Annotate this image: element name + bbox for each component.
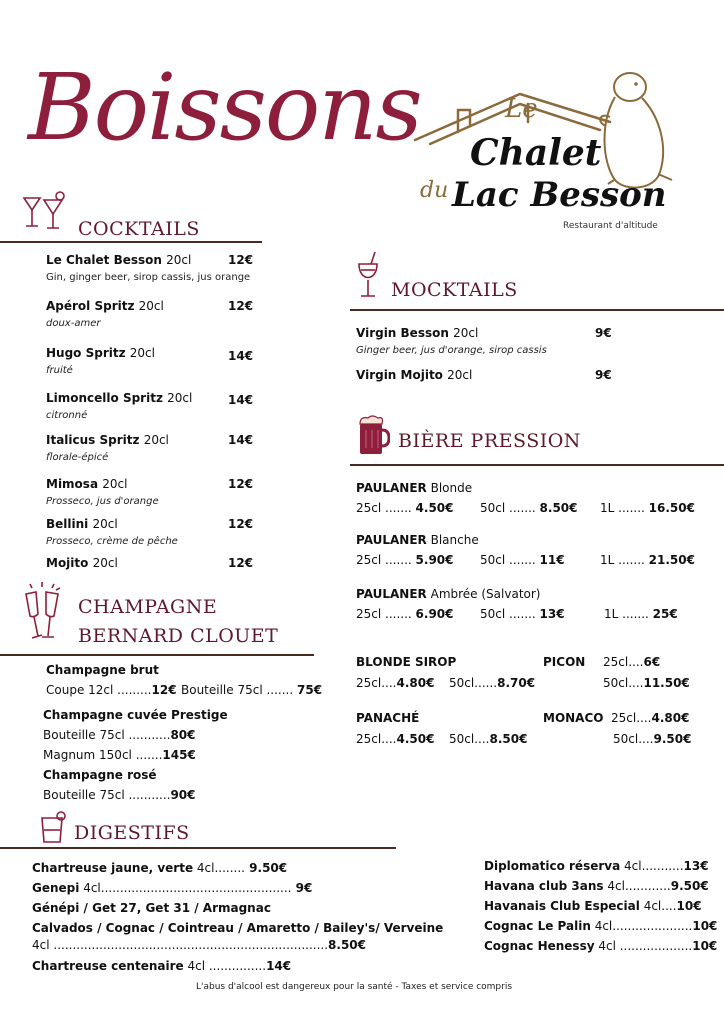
- mocktail-price: 9€: [595, 326, 612, 340]
- champagne-rose-bouteille: Bouteille 75cl ...........90€: [43, 788, 196, 802]
- beer-50cl: 50cl ....... 8.50€: [480, 501, 578, 515]
- logo-du: du: [420, 178, 449, 203]
- champagne-title-2: BERNARD CLOUET: [78, 625, 279, 647]
- panache-25cl: 25cl....4.50€: [356, 732, 435, 746]
- digestif-item: Chartreuse jaune, verte 4cl........ 9.50€: [32, 861, 288, 875]
- mocktail-price: 9€: [595, 368, 612, 382]
- digestif-glass-icon: [38, 810, 68, 846]
- cocktail-name: Apérol Spritz 20cl: [46, 299, 164, 313]
- digestif-item: Chartreuse centenaire 4cl ...............14€: [32, 959, 292, 973]
- digestif-item: Génépi / Get 27, Get 31 / Armagnac: [32, 901, 271, 915]
- blonde-sirop-25cl: 25cl....4.80€: [356, 676, 435, 690]
- cocktail-name: Limoncello Spritz 20cl: [46, 391, 193, 405]
- logo-tagline: Restaurant d'altitude: [563, 221, 658, 231]
- digestif-item: Calvados / Cognac / Cointreau / Amaretto / Bailey's/ Verveine: [32, 921, 444, 935]
- cocktail-desc: Prosseco, crème de pêche: [46, 536, 178, 547]
- cocktail-name: Le Chalet Besson 20cl: [46, 253, 192, 267]
- picon-name: PICON: [543, 655, 586, 669]
- logo-le: Le: [505, 94, 538, 124]
- beer-25cl: 25cl ....... 6.90€: [356, 607, 454, 621]
- beer-25cl: 25cl ....... 4.50€: [356, 501, 454, 515]
- digestifs-title: DIGESTIFS: [74, 822, 190, 844]
- champagne-rose: Champagne rosé: [43, 768, 157, 782]
- mocktail-glass-icon: [355, 250, 381, 302]
- champagne-brut-coupe: Coupe 12cl .........12€: [46, 683, 177, 697]
- beer-1l: 1L ....... 21.50€: [600, 553, 695, 567]
- champagne-prestige-magnum: Magnum 150cl .......145€: [43, 748, 196, 762]
- cocktail-desc: Prosseco, jus d'orange: [46, 496, 159, 507]
- cocktail-name: Hugo Spritz 20cl: [46, 346, 155, 360]
- digestif-item: Cognac Henessy 4cl ...................10€: [484, 939, 718, 953]
- champagne-brut-bouteille: Bouteille 75cl ....... 75€: [181, 683, 323, 697]
- mocktail-name: Virgin Besson 20cl: [356, 326, 479, 340]
- beer-25cl: 25cl ....... 5.90€: [356, 553, 454, 567]
- digestif-item: Cognac Le Palin 4cl.....................10€: [484, 919, 718, 933]
- cocktail-glasses-icon: [20, 190, 70, 236]
- beer-50cl: 50cl ....... 13€: [480, 607, 565, 621]
- cocktail-desc: florale-épicé: [46, 452, 109, 463]
- beer-mug-icon: [356, 414, 390, 458]
- picon-50cl: 50cl....11.50€: [603, 676, 690, 690]
- champagne-prestige: Champagne cuvée Prestige: [43, 708, 228, 722]
- cocktail-price: 12€: [228, 517, 254, 531]
- logo-chalet: Chalet: [470, 132, 602, 174]
- champagne-title-1: CHAMPAGNE: [78, 596, 218, 618]
- cocktail-price: 12€: [228, 477, 254, 491]
- logo-lac-besson: Lac Besson: [452, 175, 667, 215]
- digestifs-divider: [0, 847, 396, 849]
- mocktails-title: MOCKTAILS: [391, 279, 518, 301]
- digestif-item: Havana club 3ans 4cl............9.50€: [484, 879, 709, 893]
- cocktail-price: 14€: [228, 349, 254, 363]
- cocktails-divider: [0, 241, 262, 243]
- beer-1l: 1L ....... 25€: [604, 607, 678, 621]
- digestif-item: Genepi 4cl.................................................. 9€: [32, 881, 313, 895]
- footer-disclaimer: L'abus d'alcool est dangereux pour la santé - Taxes et service compris: [196, 982, 513, 992]
- digestif-item: 4cl ........................................................................8.50€: [32, 938, 366, 952]
- champagne-divider: [0, 654, 314, 656]
- cocktail-desc: citronné: [46, 410, 88, 421]
- digestif-item: Havanais Club Especial 4cl....10€: [484, 899, 702, 913]
- page-title: Boissons: [28, 54, 421, 161]
- beer-name: PAULANER Blanche: [356, 533, 479, 547]
- mocktail-desc: Ginger beer, jus d'orange, sirop cassis: [356, 345, 547, 356]
- cocktail-desc: Gin, ginger beer, sirop cassis, jus orange: [46, 272, 251, 283]
- mocktails-divider: [350, 309, 724, 311]
- monaco-name: MONACO: [543, 711, 604, 725]
- beer-name: PAULANER Ambrée (Salvator): [356, 587, 541, 601]
- beer-50cl: 50cl ....... 11€: [480, 553, 565, 567]
- beer-name: PAULANER Blonde: [356, 481, 473, 495]
- picon-25cl: 25cl....6€: [603, 655, 661, 669]
- panache-name: PANACHÉ: [356, 711, 420, 725]
- cocktail-price: 14€: [228, 393, 254, 407]
- digestif-item: Diplomatico réserva 4cl...........13€: [484, 859, 709, 873]
- cocktail-name: Mojito 20cl: [46, 556, 118, 570]
- blonde-sirop-name: BLONDE SIROP: [356, 655, 457, 669]
- cocktail-name: Italicus Spritz 20cl: [46, 433, 169, 447]
- cocktail-desc: doux-amer: [46, 318, 101, 329]
- mocktail-name: Virgin Mojito 20cl: [356, 368, 473, 382]
- biere-divider: [350, 464, 724, 466]
- blonde-sirop-50cl: 50cl......8.70€: [449, 676, 536, 690]
- beer-1l: 1L ....... 16.50€: [600, 501, 695, 515]
- champagne-prestige-bouteille: Bouteille 75cl ...........80€: [43, 728, 196, 742]
- biere-title: BIÈRE PRESSION: [398, 430, 581, 452]
- cocktail-price: 12€: [228, 253, 254, 267]
- cocktail-name: Mimosa 20cl: [46, 477, 128, 491]
- champagne-brut: Champagne brut: [46, 663, 159, 677]
- cocktail-price: 12€: [228, 299, 254, 313]
- cocktail-price: 12€: [228, 556, 254, 570]
- champagne-flutes-icon: [20, 580, 68, 644]
- cocktail-price: 14€: [228, 433, 254, 447]
- monaco-25cl: 25cl....4.80€: [611, 711, 690, 725]
- monaco-50cl: 50cl....9.50€: [613, 732, 692, 746]
- cocktails-title: COCKTAILS: [78, 218, 200, 240]
- cocktail-name: Bellini 20cl: [46, 517, 118, 531]
- panache-50cl: 50cl....8.50€: [449, 732, 528, 746]
- cocktail-desc: fruité: [46, 365, 73, 376]
